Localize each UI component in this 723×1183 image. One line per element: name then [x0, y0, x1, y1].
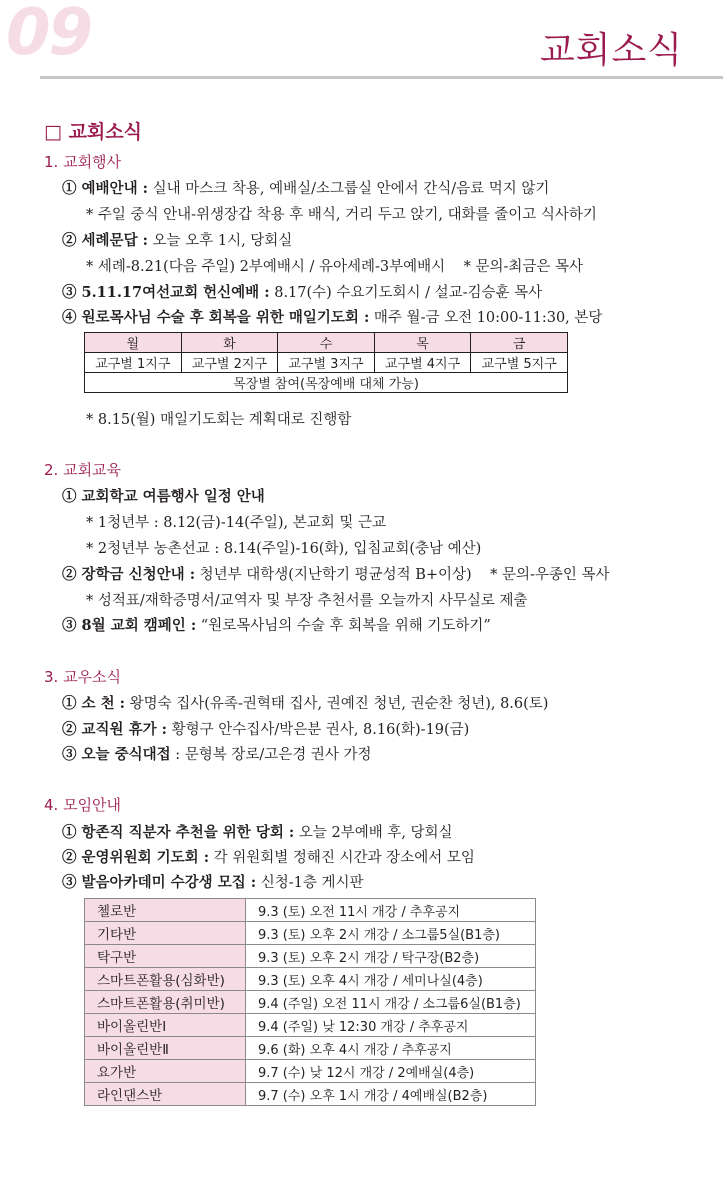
class-info-cell: 9.3 (토) 오후 4시 개강 / 세미나실(4층): [246, 968, 536, 991]
events-item-1: [62, 177, 549, 198]
education-item-2-note: * 성적표/재학증명서/교역자 및 부장 추천서를 오늘까지 사무실로 제출: [86, 593, 528, 609]
members-item-3-title: ③ 오늘 중식대접: [62, 746, 171, 763]
class-info-cell: 9.6 (화) 오후 4시 개강 / 추후공지: [246, 1037, 536, 1060]
table-row: [85, 991, 536, 1014]
events-item-2-text: 오늘 오후 1시, 당회실: [147, 233, 293, 249]
education-item-1: ① 교회학교 여름행사 일정 안내: [62, 488, 265, 505]
class-name-cell: 요가반: [85, 1060, 246, 1083]
group-cell: 교구별 1지구: [85, 353, 182, 373]
meetings-item-1-title: ① 항존직 직분자 추천을 위한 당회 :: [62, 824, 295, 841]
table-footer-cell: 목장별 참여(목장예배 대체 가능): [85, 373, 568, 393]
events-item-3: [62, 281, 542, 302]
class-name-cell: 스마트폰활용(취미반): [85, 991, 246, 1014]
education-item-1-note-1: * 1청년부 : 8.12(금)-14(주일), 본교회 및 근교: [86, 515, 386, 531]
events-item-1-text: 실내 마스크 착용, 예배실/소그룹실 안에서 간식/음료 먹지 않기: [147, 181, 550, 197]
members-item-1-title: ① 소 천 :: [62, 695, 126, 712]
education-item-3-title: ③ 8월 교회 캠페인 :: [62, 617, 197, 634]
members-item-3-text: : 문형복 장로/고은경 권사 가정: [170, 747, 372, 763]
class-info-cell: 9.3 (토) 오후 2시 개강 / 소그룹5실(B1층): [246, 922, 536, 945]
class-info-cell: 9.4 (주일) 오전 11시 개강 / 소그룹6실(B1층): [246, 991, 536, 1014]
class-name-cell: 첼로반: [85, 899, 246, 922]
meetings-item-1-text: 오늘 2부예배 후, 당회실: [294, 825, 453, 841]
class-info-cell: 9.3 (토) 오후 2시 개강 / 탁구장(B2층): [246, 945, 536, 968]
events-item-4-title: ④ 원로목사님 수술 후 회복을 위한 매일기도회 :: [62, 309, 370, 326]
meetings-item-1: [62, 821, 453, 842]
members-item-1: [62, 692, 548, 713]
events-item-1-note: * 주일 중식 안내-위생장갑 착용 후 배식, 거리 두고 앉기, 대화를 줄이고 식사하기: [86, 207, 597, 223]
table-row: [85, 945, 536, 968]
page-title: 교회소식: [539, 30, 683, 71]
table-row: [85, 333, 568, 353]
group-cell: 교구별 5지구: [471, 353, 568, 373]
table-row: [85, 1037, 536, 1060]
education-item-2-title: ② 장학금 신청안내 :: [62, 566, 196, 583]
table-row: [85, 373, 568, 393]
day-cell: 월: [85, 333, 182, 353]
meetings-item-3: [62, 871, 364, 892]
table-row: [85, 1060, 536, 1083]
main-heading: □ 교회소식: [44, 121, 142, 143]
class-info-cell: 9.7 (수) 낮 12시 개강 / 2예배실(4층): [246, 1060, 536, 1083]
education-item-3: [62, 614, 491, 635]
events-item-4-text: 매주 월-금 오전 10:00-11:30, 본당: [369, 310, 603, 326]
education-item-2-text: 청년부 대학생(지난학기 평균성적 B+이상) * 문의-우종인 목사: [195, 567, 610, 583]
group-cell: 교구별 3지구: [278, 353, 375, 373]
class-name-cell: 라인댄스반: [85, 1083, 246, 1106]
events-item-1-title: ① 예배안내 :: [62, 180, 148, 197]
members-item-3: [62, 743, 372, 764]
meetings-item-2: [62, 846, 475, 867]
academy-class-table: [84, 898, 536, 1106]
page-number: 09: [6, 0, 92, 70]
day-cell: 금: [471, 333, 568, 353]
class-name-cell: 바이올린반Ⅰ: [85, 1014, 246, 1037]
meetings-item-3-title: ③ 발음아카데미 수강생 모집 :: [62, 874, 257, 891]
class-info-cell: 9.7 (수) 오후 1시 개강 / 4예배실(B2층): [246, 1083, 536, 1106]
events-table-note: * 8.15(월) 매일기도회는 계획대로 진행함: [86, 412, 352, 428]
class-info-cell: 9.4 (주일) 낮 12:30 개강 / 추후공지: [246, 1014, 536, 1037]
section-title-members: 3. 교우소식: [44, 668, 122, 686]
class-name-cell: 스마트폰활용(심화반): [85, 968, 246, 991]
education-item-2: [62, 563, 610, 584]
events-item-3-title: ③ 5.11.17여선교회 헌신예배 :: [62, 284, 270, 301]
header-divider: [40, 76, 723, 79]
class-name-cell: 기타반: [85, 922, 246, 945]
day-cell: 화: [181, 333, 278, 353]
day-cell: 수: [278, 333, 375, 353]
section-title-events: 1. 교회행사: [44, 153, 122, 171]
table-row: [85, 1014, 536, 1037]
section-title-education: 2. 교회교육: [44, 461, 122, 479]
table-row: [85, 922, 536, 945]
meetings-item-2-title: ② 운영위원회 기도회 :: [62, 849, 210, 866]
events-item-4: [62, 306, 602, 327]
education-item-3-text: “원로목사님의 수술 후 회복을 위해 기도하기”: [196, 618, 491, 634]
members-item-2-title: ② 교직원 휴가 :: [62, 721, 168, 738]
events-item-2-note: * 세례-8.21(다음 주일) 2부예배시 / 유아세례-3부예배시 * 문의-최금은 목사: [86, 259, 584, 275]
members-item-2: [62, 718, 469, 739]
education-item-1-note-2: * 2청년부 농촌선교 : 8.14(주일)-16(화), 입침교회(충남 예산): [86, 541, 482, 557]
day-cell: 목: [374, 333, 471, 353]
class-info-cell: 9.3 (토) 오전 11시 개강 / 추후공지: [246, 899, 536, 922]
group-cell: 교구별 4지구: [374, 353, 471, 373]
events-item-3-text: 8.17(수) 수요기도회시 / 설교-김승훈 목사: [269, 285, 543, 301]
section-title-meetings: 4. 모임안내: [44, 796, 122, 814]
events-item-2-title: ② 세례문답 :: [62, 232, 148, 249]
events-item-2: [62, 229, 292, 250]
class-name-cell: 바이올린반Ⅱ: [85, 1037, 246, 1060]
members-item-1-text: 왕명숙 집사(유족-권혁태 집사, 권예진 청년, 권순찬 청년), 8.6(토): [125, 696, 549, 712]
table-row: [85, 968, 536, 991]
meetings-item-3-text: 신청-1층 게시판: [256, 875, 364, 891]
class-name-cell: 탁구반: [85, 945, 246, 968]
prayer-schedule-table: [84, 332, 568, 393]
members-item-2-text: 황형구 안수집사/박은분 권사, 8.16(화)-19(금): [167, 722, 470, 738]
meetings-item-2-text: 각 위원회별 정해진 시간과 장소에서 모임: [209, 850, 475, 866]
table-row: [85, 899, 536, 922]
group-cell: 교구별 2지구: [181, 353, 278, 373]
table-row: [85, 353, 568, 373]
table-row: [85, 1083, 536, 1106]
